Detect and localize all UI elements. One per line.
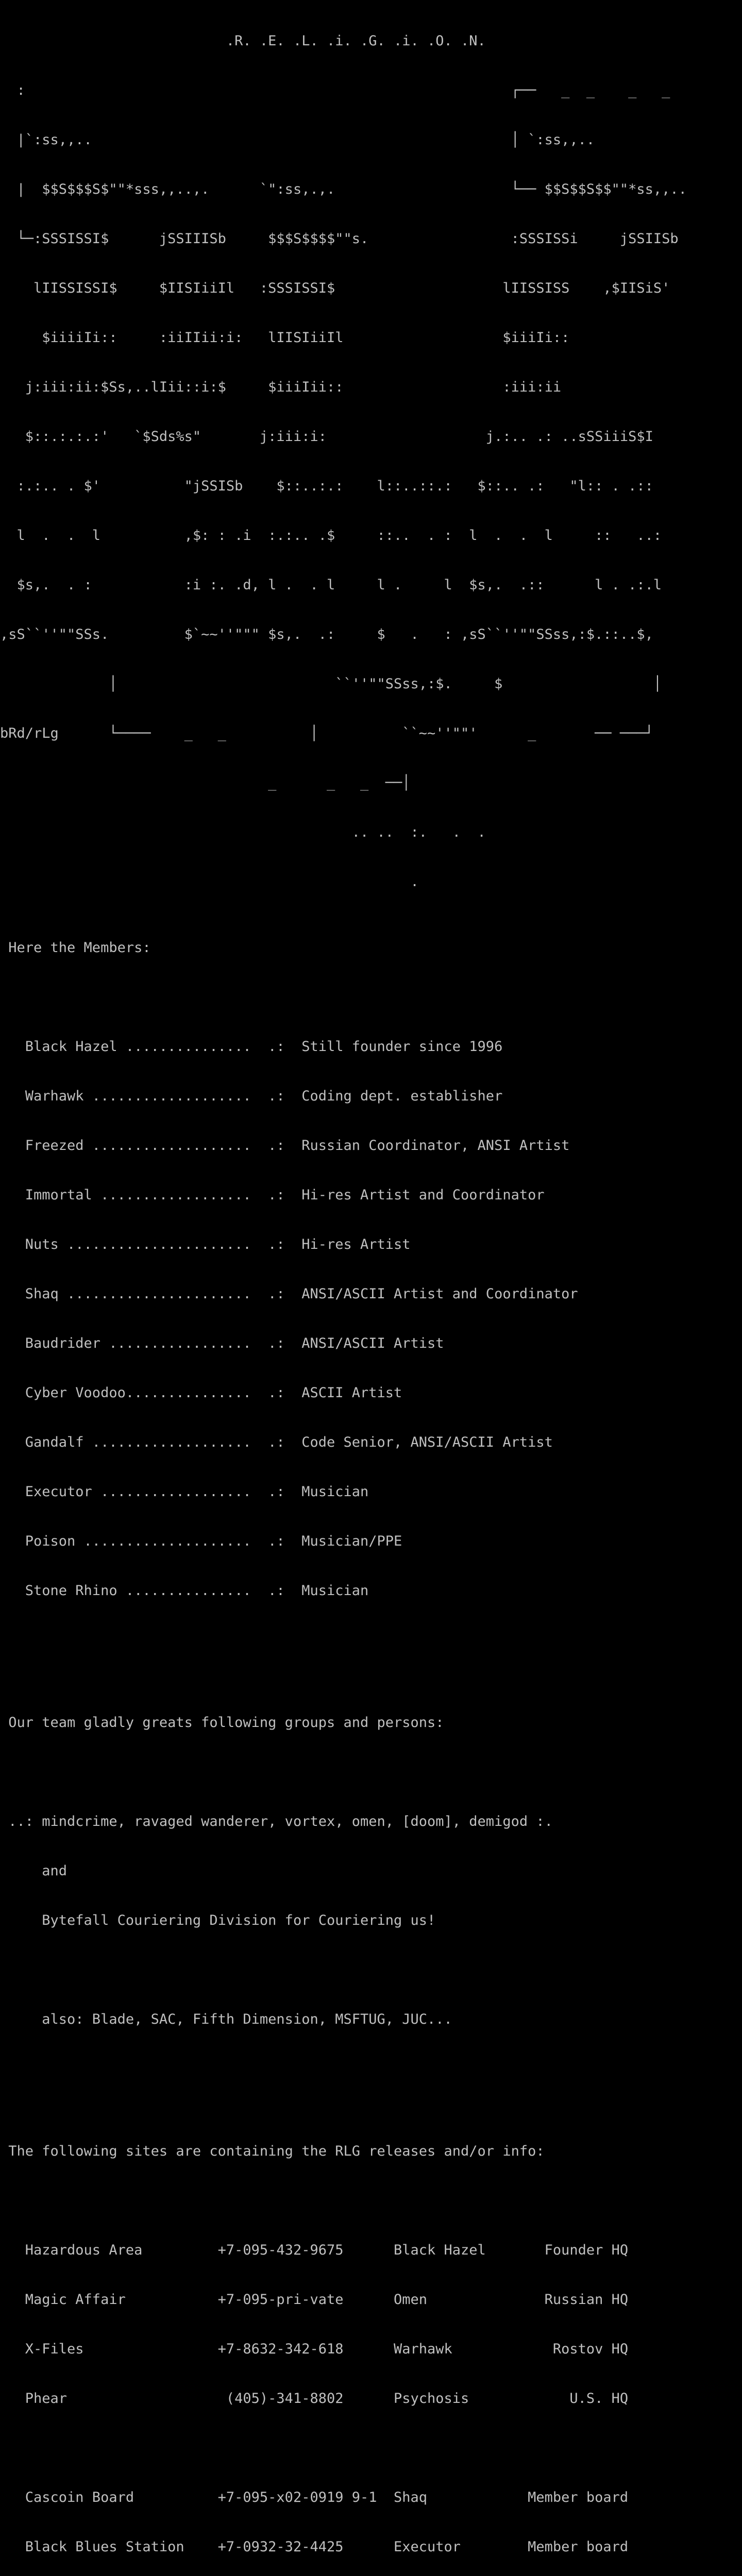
spacer xyxy=(0,1764,742,1781)
spacer xyxy=(0,2077,742,2110)
site-row: Black Blues Station +7-0932-32-4425 Executor Member board xyxy=(0,2539,629,2555)
greets-line: ..: mindcrime, ravaged wanderer, vortex, omen, [doom], demigod :. xyxy=(0,1814,553,1829)
site-row: Phear (405)-341-8802 Psychosis U.S. HQ xyxy=(0,2391,629,2406)
member-row: Poison .................... .: Musician/PPE xyxy=(0,1533,402,1549)
logo-art-line: │ ``''""SSss,:$. $ │ xyxy=(0,676,662,692)
site-row: Cascoin Board +7-095-x02-0919 9-1 Shaq Member board xyxy=(0,2489,629,2505)
member-row: Baudrider ................. .: ANSI/ASCII Artist xyxy=(0,1335,444,1351)
logo-art-line: $::.:.:.:' `$Sds%s" j:iii:i: j.:.. .: ..sSSiiiS$I xyxy=(0,429,653,445)
logo-art-line: $s,. . : :i :. .d, l . . l l . l $s,. .:: l . .:.l xyxy=(0,577,662,593)
spacer xyxy=(0,1649,742,1682)
logo-art-line: $iiiiIi:: :iiIIii:i: lIISIiiIl $iiiIi:: xyxy=(0,330,570,346)
logo-art-line: lIISSISSI$ $IISIiiIl :SSSISSI$ lIISSISS ,$IISiS' xyxy=(0,280,670,296)
logo-art-line: _ _ _ ──│ xyxy=(0,775,411,791)
logo-art-line: j:iii:ii:$Ss,..lIii::i:$ $iiiIii:: :iii:ii xyxy=(0,379,562,395)
sites-heading: The following sites are containing the RLG releases and/or info: xyxy=(0,2143,545,2159)
logo-art-line: ,sS``''""SSs. $`~~''""" $s,. .: $ . : ,sS``''""SSss,:$.::..$, xyxy=(0,626,653,642)
member-row: Nuts ...................... .: Hi-res Artist xyxy=(0,1236,411,1252)
spacer xyxy=(0,989,742,1006)
member-row: Executor .................. .: Musician xyxy=(0,1484,369,1500)
logo-art-line: : ┌── _ _ _ _ xyxy=(0,82,670,98)
member-row: Gandalf ................... .: Code Senior, ANSI/ASCII Artist xyxy=(0,1434,553,1450)
logo-art-line: .. .. :. . . xyxy=(0,824,486,840)
greets-heading: Our team gladly greats following groups and persons: xyxy=(0,1715,444,1731)
site-row: Magic Affair +7-095-pri-vate Omen Russian HQ xyxy=(0,2292,629,2308)
logo-art-line: . xyxy=(0,874,419,890)
logo-art-line: bRd/rLg └──── _ _ │ ``~~''""' _ ── ───┘ xyxy=(0,725,653,741)
member-row: Cyber Voodoo............... .: ASCII Artist xyxy=(0,1385,402,1401)
greets-line: and xyxy=(0,1863,68,1879)
members-heading: Here the Members: xyxy=(0,940,151,956)
member-row: Freezed ................... .: Russian Coordinator, ANSI Artist xyxy=(0,1138,570,1154)
greets-also: also: Blade, SAC, Fifth Dimension, MSFTUG, JUC... xyxy=(0,2011,452,2027)
logo-art-line: :.:.. . $' "jSSISb $::..:.: l::..::.: $::.. .: "l:: . .:: xyxy=(0,478,653,494)
member-row: Immortal .................. .: Hi-res Artist and Coordinator xyxy=(0,1187,545,1203)
logo-title: .R. .E. .L. .i. .G. .i. .O. .N. xyxy=(0,33,486,49)
logo-art-line: | $$S$$$S$""*sss,,..,. `":ss,.,. └── $$S$$S$$""*ss,,.. xyxy=(0,181,687,197)
spacer xyxy=(0,2440,742,2456)
site-row: Hazardous Area +7-095-432-9675 Black Hazel Founder HQ xyxy=(0,2242,629,2258)
member-row: Warhawk ................... .: Coding dept. establisher xyxy=(0,1088,503,1104)
greets-line: Bytefall Couriering Division for Couriering us! xyxy=(0,1912,436,1928)
member-row: Stone Rhino ............... .: Musician xyxy=(0,1583,369,1599)
logo-art-line: |`:ss,,.. │ `:ss,,.. xyxy=(0,132,595,148)
logo-art-line: l . . l ,$: : .i :.:.. .$ ::.. . : l . . l :: ..: xyxy=(0,528,662,544)
member-row: Shaq ...................... .: ANSI/ASCII Artist and Coordinator xyxy=(0,1286,578,1302)
spacer xyxy=(0,2193,742,2209)
logo-art-line: └─:SSSISSI$ jSSIIISb $$$S$$$$""s. :SSSISSi jSSIISb xyxy=(0,231,679,247)
site-row: X-Files +7-8632-342-618 Warhawk Rostov HQ xyxy=(0,2341,629,2357)
member-row: Black Hazel ............... .: Still founder since 1996 xyxy=(0,1039,503,1055)
spacer xyxy=(0,1962,742,1978)
